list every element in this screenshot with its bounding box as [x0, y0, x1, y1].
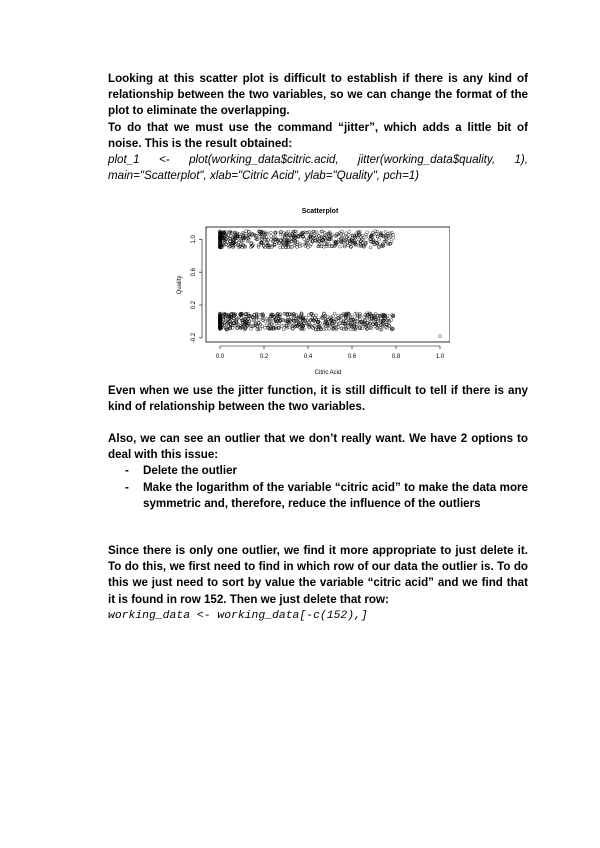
- scatter-point: [331, 315, 334, 318]
- outlier-point: [439, 335, 442, 338]
- list-dash: -: [125, 464, 129, 478]
- x-tick-label: 0.6: [347, 354, 357, 360]
- scatterplot-chart: [168, 198, 450, 378]
- scatter-point: [249, 327, 252, 330]
- scatter-point: [365, 235, 368, 238]
- scatter-point: [382, 244, 385, 247]
- scatter-point: [355, 312, 358, 315]
- scatter-point: [307, 314, 310, 317]
- intro-section: [108, 71, 528, 184]
- y-tick-label: 0.2: [191, 300, 197, 310]
- delete-outlier-paragraph: Since there is only one outlier, we find it more appropriate to just delete it. To do this, we first need to find in which row of our data the outlier is. To do this we just need to sort by value the variable “citric acid” and we find that it is found in row 152. Then we just delete that row:: [108, 544, 528, 606]
- scatter-point: [263, 326, 266, 329]
- scatter-point: [377, 246, 380, 249]
- scatter-point: [380, 231, 383, 234]
- r-plot-command: plot_1 <- plot(working_data$citric.acid, jitter(working_data$quality, 1), main="Scatterplot", xlab="Citric Acid", ylab="Quality", pch=1): [108, 153, 528, 183]
- scatter-point: [354, 313, 357, 316]
- scatter-point: [369, 246, 372, 249]
- scatter-point: [366, 231, 369, 234]
- scatter-point: [229, 245, 232, 248]
- option-item: [108, 480, 528, 512]
- option-text: Make the logarithm of the variable “citric acid” to make the data more symmetric and, therefore, reduce the influence of the outliers: [143, 480, 528, 510]
- list-dash: -: [125, 480, 129, 494]
- scatter-point: [274, 231, 277, 234]
- y-tick-label: 1.0: [191, 235, 197, 244]
- scatter-point: [320, 242, 323, 245]
- scatter-point: [315, 314, 318, 317]
- chart-title: Scatterplot: [301, 208, 339, 215]
- scatter-points: [219, 230, 442, 338]
- scatterplot-figure: [168, 198, 450, 378]
- scatter-point: [337, 326, 340, 329]
- scatter-point: [390, 319, 393, 322]
- scatter-point: [323, 231, 326, 234]
- jitter-paragraph: To do that we must use the command “jitter”, which adds a little bit of noise. This is the result obtained:: [108, 120, 528, 150]
- scatter-point: [257, 318, 260, 321]
- x-tick-label: 1.0: [435, 354, 445, 360]
- scatter-point: [388, 232, 391, 235]
- scatter-point: [335, 318, 338, 321]
- scatter-point: [359, 318, 362, 321]
- scatter-point: [322, 245, 325, 248]
- outlier-section: [108, 431, 528, 512]
- scatter-point: [347, 233, 350, 236]
- y-axis: [191, 234, 202, 343]
- options-list: [108, 463, 528, 512]
- intro-paragraph: Looking at this scatter plot is difficult to establish if there is any kind of relationship between the two variables, so we can change the format of the plot to eliminate the overlapping.: [108, 72, 528, 118]
- outlier-paragraph: Also, we can see an outlier that we don’t really want. We have 2 options to deal with this issue:: [108, 432, 528, 462]
- scatter-point: [374, 230, 377, 233]
- option-text: Delete the outlier: [143, 464, 238, 478]
- scatter-point: [376, 230, 379, 233]
- jitter-result-paragraph: Even when we use the jitter function, it is still difficult to tell if there is any kind of relationship between the two variables.: [108, 384, 528, 414]
- scatter-point: [348, 230, 351, 233]
- x-tick-label: 0.0: [215, 354, 225, 360]
- scatter-point: [391, 327, 394, 330]
- scatter-point: [339, 245, 342, 248]
- x-tick-label: 0.4: [303, 354, 313, 360]
- y-axis-label: Quality: [177, 275, 183, 295]
- x-axis-label: Citric Acid: [314, 370, 342, 376]
- scatter-point: [308, 230, 311, 233]
- scatter-point: [392, 236, 395, 239]
- scatter-point: [325, 245, 328, 248]
- scatter-point: [269, 231, 272, 234]
- scatter-point: [377, 238, 380, 241]
- scatter-point: [303, 238, 306, 241]
- scatter-point: [328, 327, 331, 330]
- scatter-point: [333, 312, 336, 315]
- r-delete-command: working_data <- working_data[-c(152),]: [108, 609, 368, 622]
- jitter-result-section: [108, 383, 528, 415]
- y-tick-label: -0.2: [191, 332, 197, 344]
- scatter-point: [282, 328, 285, 331]
- option-item: [108, 463, 528, 479]
- delete-outlier-section: [108, 543, 528, 624]
- y-tick-label: 0.6: [191, 268, 197, 277]
- scatter-point: [310, 233, 313, 236]
- scatter-point: [283, 312, 286, 315]
- scatter-point: [261, 325, 264, 328]
- x-axis: [216, 346, 445, 360]
- x-tick-label: 0.8: [391, 354, 401, 360]
- scatter-point: [315, 231, 318, 234]
- x-tick-label: 0.2: [259, 354, 269, 360]
